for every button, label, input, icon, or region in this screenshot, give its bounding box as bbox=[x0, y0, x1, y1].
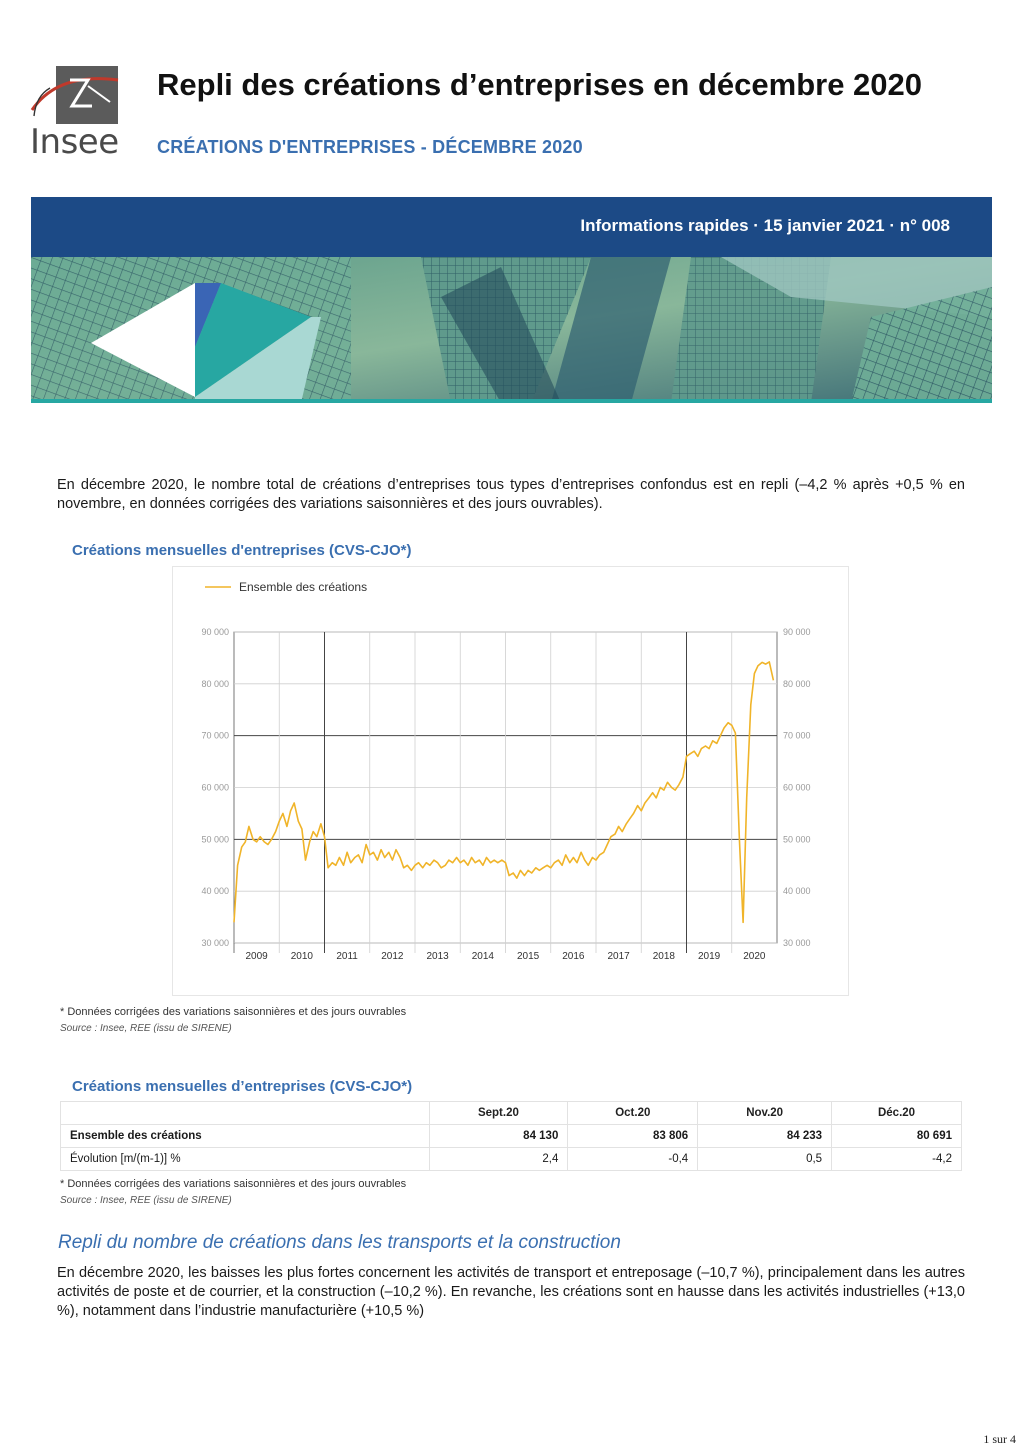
y-tick-label-right: 40 000 bbox=[783, 886, 811, 897]
banner-bar bbox=[31, 197, 992, 257]
page-number: 1 sur 4 bbox=[983, 1432, 1016, 1446]
y-tick-label-right: 30 000 bbox=[783, 938, 811, 948]
x-tick-label: 2018 bbox=[652, 951, 675, 962]
x-tick-label: 2020 bbox=[743, 951, 766, 962]
line-chart bbox=[173, 567, 850, 997]
table-note: * Données corrigées des variations saisonnières et des jours ouvrables bbox=[60, 1178, 407, 1190]
chart-source: Source : Insee, REE (issu de SIRENE) bbox=[60, 1023, 232, 1034]
table-cell: 84 130 bbox=[429, 1125, 568, 1148]
table-cell: Évolution [m/(m-1)] % bbox=[61, 1148, 430, 1171]
table-cell: 83 806 bbox=[568, 1125, 698, 1148]
x-tick-label: 2017 bbox=[607, 951, 630, 962]
section-heading: Repli du nombre de créations dans les transports et la construction bbox=[58, 1232, 621, 1253]
data-table bbox=[60, 1101, 962, 1171]
table-cell: -4,2 bbox=[832, 1148, 962, 1171]
intro-paragraph: En décembre 2020, le nombre total de créations d’entreprises tous types d’entreprises confondus est en repli (–4,2 % après +0,5 % en novembre, en données corrigées des variations saisonnières et des jours ouvrables). bbox=[57, 477, 965, 512]
y-tick-label-left: 60 000 bbox=[201, 782, 229, 793]
table-title: Créations mensuelles d’entreprises (CVS-CJO*) bbox=[72, 1078, 413, 1095]
x-tick-label: 2019 bbox=[698, 951, 721, 962]
chart-note: * Données corrigées des variations saisonnières et des jours ouvrables bbox=[60, 1006, 407, 1018]
y-tick-label-right: 90 000 bbox=[783, 627, 811, 637]
table-header: Oct.20 bbox=[568, 1102, 698, 1125]
table-cell: -0,4 bbox=[568, 1148, 698, 1171]
x-tick-label: 2014 bbox=[471, 951, 494, 962]
y-tick-label-right: 80 000 bbox=[783, 678, 811, 689]
table-cell: Ensemble des créations bbox=[61, 1125, 430, 1148]
y-tick-label-left: 70 000 bbox=[201, 730, 229, 741]
table-header: Déc.20 bbox=[832, 1102, 962, 1125]
table-cell: 2,4 bbox=[429, 1148, 568, 1171]
y-tick-label-left: 40 000 bbox=[201, 886, 229, 897]
y-tick-label-right: 60 000 bbox=[783, 782, 811, 793]
chart-title: Créations mensuelles d'entreprises (CVS-CJO*) bbox=[72, 542, 412, 559]
x-tick-label: 2012 bbox=[381, 951, 404, 962]
x-tick-label: 2016 bbox=[562, 951, 585, 962]
table-header: Sept.20 bbox=[429, 1102, 568, 1125]
section-paragraph: En décembre 2020, les baisses les plus fortes concernent les activités de transport et entreposage (–10,7 %), principalement dans les autres activités de poste et de courrier, et la construction (–10,2 %). En revanche, les créations sont en hausse dans les activités industrielles (+13,0 %), notamment dans l’industrie manufacturière (+10,5 %) bbox=[57, 1265, 965, 1319]
banner-buildings-image bbox=[31, 257, 992, 403]
y-tick-label-left: 80 000 bbox=[201, 678, 229, 689]
x-tick-label: 2011 bbox=[336, 951, 358, 962]
table-cell: 0,5 bbox=[698, 1148, 832, 1171]
y-tick-label-left: 50 000 bbox=[201, 834, 229, 845]
legend-label: Ensemble des créations bbox=[239, 580, 368, 594]
logo-text: Insee bbox=[30, 122, 119, 162]
x-tick-label: 2013 bbox=[426, 951, 449, 962]
y-tick-label-right: 70 000 bbox=[783, 730, 811, 741]
table-cell: 80 691 bbox=[832, 1125, 962, 1148]
banner-text: Informations rapides · 15 janvier 2021 · n° 008 bbox=[580, 216, 950, 235]
table-cell: 84 233 bbox=[698, 1125, 832, 1148]
chart-container bbox=[172, 566, 849, 996]
series-line-ensemble bbox=[234, 662, 773, 922]
table-header: Nov.20 bbox=[698, 1102, 832, 1125]
x-tick-label: 2010 bbox=[290, 951, 313, 962]
page-subtitle: CRÉATIONS D'ENTREPRISES - DÉCEMBRE 2020 bbox=[157, 137, 583, 157]
x-tick-label: 2015 bbox=[517, 951, 540, 962]
x-tick-label: 2009 bbox=[245, 951, 268, 962]
publication-banner bbox=[31, 197, 992, 403]
table-header bbox=[61, 1102, 430, 1125]
table-header-row bbox=[61, 1102, 962, 1125]
table-source: Source : Insee, REE (issu de SIRENE) bbox=[60, 1195, 232, 1206]
y-tick-label-left: 90 000 bbox=[201, 627, 229, 637]
y-tick-label-right: 50 000 bbox=[783, 834, 811, 845]
table-row bbox=[61, 1148, 962, 1171]
y-tick-label-left: 30 000 bbox=[201, 938, 229, 948]
table-row bbox=[61, 1125, 962, 1148]
page-title: Repli des créations d’entreprises en décembre 2020 bbox=[157, 67, 923, 102]
